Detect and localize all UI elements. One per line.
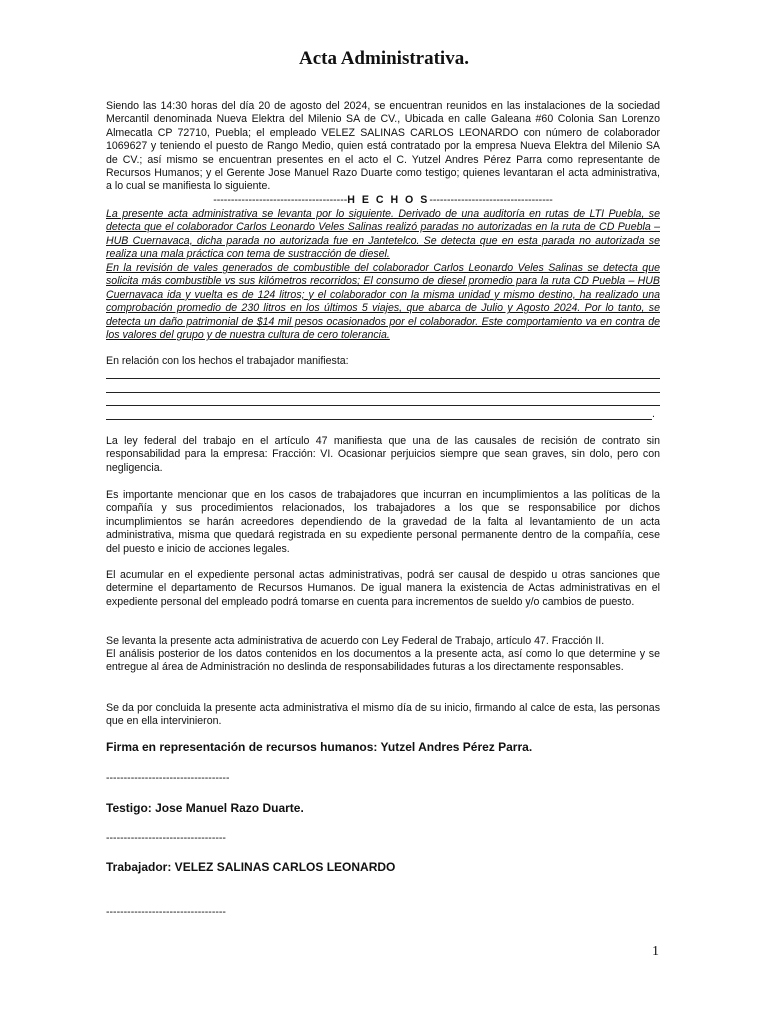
witness-signature-label: Testigo: Jose Manuel Razo Duarte. bbox=[106, 801, 304, 815]
analisis-paragraph: El análisis posterior de los datos contenidos en los documentos a la presente acta, así como lo que determine y se entregue al área de Administración no deslinda de responsabilidades futuras a los directamente responsables. bbox=[106, 648, 660, 674]
concluida-paragraph: Se da por concluida la presente acta administrativa el mismo día de su inicio, firmando al calce de esta, las personas que en ella intervinieron. bbox=[106, 702, 660, 728]
worker-statement-label: En relación con los hechos el trabajador manifiesta: bbox=[106, 355, 349, 367]
document-title: Acta Administrativa. bbox=[299, 48, 469, 69]
statement-blank-line-1 bbox=[106, 378, 660, 379]
hechos-label: H E C H O S bbox=[347, 194, 430, 206]
statement-blank-line-2 bbox=[106, 392, 660, 393]
hr-signature-label: Firma en representación de recursos humanos: Yutzel Andres Pérez Parra. bbox=[106, 740, 533, 754]
statement-end-mark: . bbox=[652, 408, 655, 420]
hechos-dashes-right: ----------------------------------- bbox=[429, 194, 553, 206]
page-number: 1 bbox=[652, 944, 659, 959]
hechos-paragraph-1: La presente acta administrativa se levanta por lo siguiente. Derivado de una auditoría en rutas de LTI Puebla, se detecta que el colaborador Carlos Leonardo Veles Salinas realizó paradas no autorizadas en la ruta de CD Puebla – HUB Cuernavaca, dicha parada no autorizada fue en Jantetelco. Se detecta que en esta parada no autorizada se realiza una mala práctica con tema de sustracción de diesel. bbox=[106, 208, 660, 261]
hechos-dashes-left: -------------------------------------- bbox=[213, 194, 348, 206]
hechos-heading bbox=[106, 194, 660, 207]
levanta-line: Se levanta la presente acta administrativa de acuerdo con Ley Federal de Trabajo, artículo 47. Fracción II. bbox=[106, 635, 605, 647]
worker-signature-line: ---------------------------------- bbox=[106, 906, 226, 918]
importante-paragraph: Es importante mencionar que en los casos de trabajadores que incurran en incumplimientos a las políticas de la compañía y sus procedimientos relacionados, los trabajadores a los que se responsabilice por dichos incumplimientos se harán acreedores dependiendo de la gravedad de la falta al levantamiento de un acta administrativa, misma que quedará registrada en su expediente personal permanente dentro de la compañía, cese del puesto e inicio de acciones legales. bbox=[106, 489, 660, 555]
witness-signature-line: ---------------------------------- bbox=[106, 832, 226, 844]
acumular-paragraph: El acumular en el expediente personal actas administrativas, podrá ser causal de despido u otras sanciones que determine el departamento de Recursos Humanos. De igual manera la existencia de Actas administrativas en el expediente personal del empleado podrá tomarse en cuenta para incrementos de sueldo y/o cambios de puesto. bbox=[106, 569, 660, 608]
hr-signature-line: ----------------------------------- bbox=[106, 772, 230, 784]
hechos-paragraph-2: En la revisión de vales generados de combustible del colaborador Carlos Leonardo Veles Salinas se detecta que solicita más combustible vs sus kilómetros recorridos; El consumo de diesel promedio para la ruta CD Puebla – HUB Cuernavaca ida y vuelta es de 124 litros; y el colaborador con la misma unidad y mismo destino, ha realizado una comprobación promedio de 230 litros en los últimos 5 viajes, que abarca de Julio y Agosto 2024. Por lo tanto, se detecta un daño patrimonial de $14 mil pesos ocasionados por el colaborador. Este comportamiento va en contra de los valores del grupo y de nuestra cultura de cero tolerancia. bbox=[106, 262, 660, 342]
intro-paragraph: Siendo las 14:30 horas del día 20 de agosto del 2024, se encuentran reunidos en las instalaciones de la sociedad Mercantil denominada Nueva Elektra del Milenio SA de CV., Ubicada en calle Galeana #60 Colonia San Lorenzo Almecatla CP 72710, Puebla; el empleado VELEZ SALINAS CARLOS LEONARDO con número de colaborador 1069627 y teniendo el puesto de Rango Medio, quien está contratado por la empresa Nueva Elektra del Milenio SA de CV.; así mismo se encuentran presentes en el acto el C. Yutzel Andres Pérez Parra como representante de Recursos Humanos; y el Gerente Jose Manuel Razo Duarte como testigo; quienes levantaran el acta administrativa, a lo cual se manifiesta lo siguiente. bbox=[106, 100, 660, 193]
worker-signature-label: Trabajador: VELEZ SALINAS CARLOS LEONARDO bbox=[106, 860, 396, 874]
ley-paragraph: La ley federal del trabajo en el artículo 47 manifiesta que una de las causales de recisión de contrato sin responsabilidad para la empresa: Fracción: VI. Ocasionar perjuicios siempre que sean graves, sin dolo, pero con negligencia. bbox=[106, 435, 660, 474]
statement-blank-line-4 bbox=[106, 419, 652, 420]
statement-blank-line-3 bbox=[106, 405, 660, 406]
